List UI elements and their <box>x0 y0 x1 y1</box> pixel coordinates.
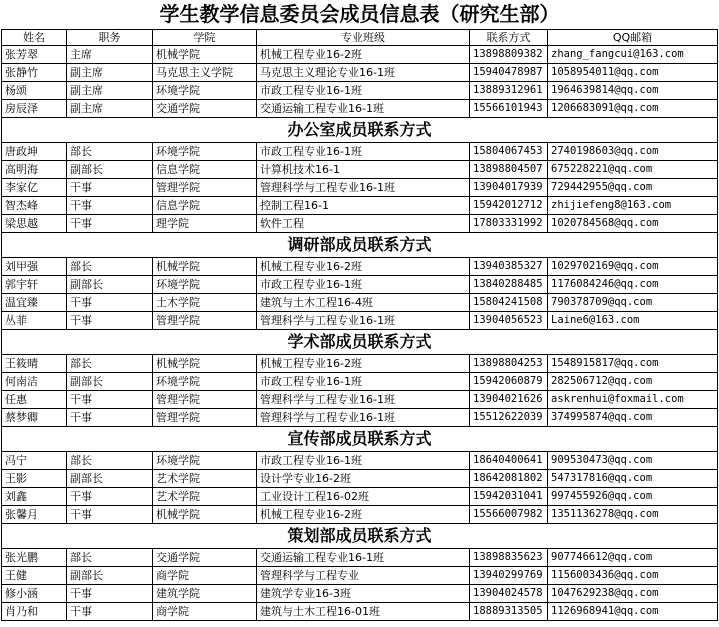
table-row <box>2 488 718 506</box>
name-cell[interactable]: 张静竹 <box>2 64 67 82</box>
name-cell[interactable]: 王健 <box>2 567 67 585</box>
position-cell[interactable]: 干事 <box>67 488 153 506</box>
major-class-cell[interactable]: 马克思主义理论专业16-1班 <box>257 64 470 82</box>
email-cell[interactable]: askrenhui@foxmail.com <box>548 391 718 409</box>
email-cell[interactable]: 907746612@qq.com <box>548 549 718 567</box>
college-cell[interactable]: 理学院 <box>153 215 257 233</box>
email-cell[interactable]: 1126968941@qq.com <box>548 603 718 621</box>
name-cell[interactable]: 刘鑫 <box>2 488 67 506</box>
college-cell[interactable]: 马克思主义学院 <box>153 64 257 82</box>
name-cell[interactable]: 刘甲强 <box>2 258 67 276</box>
college-cell[interactable]: 管理学院 <box>153 312 257 330</box>
phone-cell[interactable]: 13898809382 <box>470 46 548 64</box>
name-cell[interactable]: 唐政坤 <box>2 143 67 161</box>
table-row <box>2 215 718 233</box>
table-row <box>2 82 718 100</box>
member-table <box>1 0 718 621</box>
email-cell[interactable]: 1058954011@qq.com <box>548 64 718 82</box>
phone-cell[interactable]: 13904021626 <box>470 391 548 409</box>
major-class-cell[interactable]: 交通运输工程专业16-1班 <box>257 549 470 567</box>
phone-cell[interactable]: 13889312961 <box>470 82 548 100</box>
table-row <box>2 143 718 161</box>
header-phone[interactable]: 联系方式 <box>470 30 548 46</box>
college-cell[interactable]: 商学院 <box>153 603 257 621</box>
position-cell[interactable]: 干事 <box>67 391 153 409</box>
major-class-cell[interactable]: 软件工程 <box>257 215 470 233</box>
major-class-cell[interactable]: 建筑与土木工程16-01班 <box>257 603 470 621</box>
position-cell[interactable]: 干事 <box>67 215 153 233</box>
major-class-cell[interactable]: 建筑与土木工程16-4班 <box>257 294 470 312</box>
table-row <box>2 506 718 524</box>
college-cell[interactable]: 交通学院 <box>153 100 257 118</box>
college-cell[interactable]: 机械学院 <box>153 506 257 524</box>
position-cell[interactable]: 副主席 <box>67 82 153 100</box>
table-row <box>2 549 718 567</box>
position-cell[interactable]: 干事 <box>67 506 153 524</box>
college-cell[interactable]: 信息学院 <box>153 197 257 215</box>
table-row <box>2 100 718 118</box>
header-row <box>2 30 718 46</box>
major-class-cell[interactable]: 交通运输工程专业16-1班 <box>257 100 470 118</box>
phone-cell[interactable]: 15942060879 <box>470 373 548 391</box>
major-class-cell[interactable]: 建筑学专业16-3班 <box>257 585 470 603</box>
title-row <box>2 0 718 30</box>
college-cell[interactable]: 建筑学院 <box>153 585 257 603</box>
major-class-cell[interactable]: 市政工程专业16-1班 <box>257 373 470 391</box>
position-cell[interactable]: 部长 <box>67 355 153 373</box>
name-cell[interactable]: 丛菲 <box>2 312 67 330</box>
table-row <box>2 470 718 488</box>
college-cell[interactable]: 管理学院 <box>153 409 257 427</box>
email-cell[interactable]: 997455926@qq.com <box>548 488 718 506</box>
position-cell[interactable]: 主席 <box>67 46 153 64</box>
position-cell[interactable]: 部长 <box>67 143 153 161</box>
position-cell[interactable]: 干事 <box>67 603 153 621</box>
phone-cell[interactable]: 15566007982 <box>470 506 548 524</box>
header-position[interactable]: 职务 <box>67 30 153 46</box>
college-cell[interactable]: 管理学院 <box>153 391 257 409</box>
phone-cell[interactable]: 13898804253 <box>470 355 548 373</box>
name-cell[interactable]: 何南洁 <box>2 373 67 391</box>
major-class-cell[interactable]: 管理科学与工程专业 <box>257 567 470 585</box>
table-row <box>2 276 718 294</box>
name-cell[interactable]: 张馨月 <box>2 506 67 524</box>
table-row <box>2 452 718 470</box>
email-cell[interactable]: 729442955@qq.com <box>548 179 718 197</box>
college-cell[interactable]: 机械学院 <box>153 355 257 373</box>
phone-cell[interactable]: 18642081802 <box>470 470 548 488</box>
college-cell[interactable]: 环境学院 <box>153 276 257 294</box>
table-row <box>2 312 718 330</box>
section-heading-row <box>2 233 718 258</box>
major-class-cell[interactable]: 机械工程专业16-2班 <box>257 506 470 524</box>
phone-cell[interactable]: 17803331992 <box>470 215 548 233</box>
phone-cell[interactable]: 15804067453 <box>470 143 548 161</box>
college-cell[interactable]: 管理学院 <box>153 179 257 197</box>
college-cell[interactable]: 商学院 <box>153 567 257 585</box>
name-cell[interactable]: 李家亿 <box>2 179 67 197</box>
phone-cell[interactable]: 15942012712 <box>470 197 548 215</box>
table-row <box>2 373 718 391</box>
phone-cell[interactable]: 13940299769 <box>470 567 548 585</box>
position-cell[interactable]: 干事 <box>67 179 153 197</box>
position-cell[interactable]: 部长 <box>67 452 153 470</box>
college-cell[interactable]: 机械学院 <box>153 258 257 276</box>
name-cell[interactable]: 任惠 <box>2 391 67 409</box>
phone-cell[interactable]: 15566101943 <box>470 100 548 118</box>
table-row <box>2 567 718 585</box>
phone-cell[interactable]: 15942031041 <box>470 488 548 506</box>
email-cell[interactable]: 1020784568@qq.com <box>548 215 718 233</box>
name-cell[interactable]: 王筱晴 <box>2 355 67 373</box>
name-cell[interactable]: 杨颂 <box>2 82 67 100</box>
email-cell[interactable]: 1029702169@qq.com <box>548 258 718 276</box>
sheet-title[interactable]: 学生教学信息委员会成员信息表（研究生部） <box>2 0 718 30</box>
table-row <box>2 294 718 312</box>
position-cell[interactable]: 干事 <box>67 585 153 603</box>
major-class-cell[interactable]: 管理科学与工程专业16-1班 <box>257 409 470 427</box>
college-cell[interactable]: 艺术学院 <box>153 488 257 506</box>
position-cell[interactable]: 副部长 <box>67 276 153 294</box>
section-heading[interactable]: 学术部成员联系方式 <box>2 330 718 355</box>
position-cell[interactable]: 副部长 <box>67 373 153 391</box>
position-cell[interactable]: 部长 <box>67 258 153 276</box>
section-heading-row <box>2 118 718 143</box>
name-cell[interactable]: 王影 <box>2 470 67 488</box>
phone-cell[interactable]: 15804241508 <box>470 294 548 312</box>
position-cell[interactable]: 副部长 <box>67 567 153 585</box>
header-major-class[interactable]: 专业班级 <box>257 30 470 46</box>
header-college[interactable]: 学院 <box>153 30 257 46</box>
table-row <box>2 179 718 197</box>
email-cell[interactable]: 675228221@qq.com <box>548 161 718 179</box>
major-class-cell[interactable]: 机械工程专业16-2班 <box>257 258 470 276</box>
major-class-cell[interactable]: 管理科学与工程专业16-1班 <box>257 312 470 330</box>
email-cell[interactable]: 374995874@qq.com <box>548 409 718 427</box>
name-cell[interactable]: 高明海 <box>2 161 67 179</box>
phone-cell[interactable]: 13904024578 <box>470 585 548 603</box>
table-row <box>2 161 718 179</box>
position-cell[interactable]: 副部长 <box>67 161 153 179</box>
phone-cell[interactable]: 15940478987 <box>470 64 548 82</box>
table-row <box>2 409 718 427</box>
phone-cell[interactable]: 13840288485 <box>470 276 548 294</box>
major-class-cell[interactable]: 市政工程专业16-1班 <box>257 82 470 100</box>
email-cell[interactable]: 909530473@qq.com <box>548 452 718 470</box>
header-name[interactable]: 姓名 <box>2 30 67 46</box>
position-cell[interactable]: 干事 <box>67 312 153 330</box>
college-cell[interactable]: 环境学院 <box>153 373 257 391</box>
major-class-cell[interactable]: 设计学专业16-2班 <box>257 470 470 488</box>
email-cell[interactable]: 547317816@qq.com <box>548 470 718 488</box>
name-cell[interactable]: 梁思越 <box>2 215 67 233</box>
major-class-cell[interactable]: 市政工程专业16-1班 <box>257 452 470 470</box>
college-cell[interactable]: 交通学院 <box>153 549 257 567</box>
major-class-cell[interactable]: 机械工程专业16-2班 <box>257 355 470 373</box>
name-cell[interactable]: 张芳翠 <box>2 46 67 64</box>
name-cell[interactable]: 智杰峰 <box>2 197 67 215</box>
college-cell[interactable]: 信息学院 <box>153 161 257 179</box>
major-class-cell[interactable]: 机械工程专业16-2班 <box>257 46 470 64</box>
email-cell[interactable]: 1156003436@qq.com <box>548 567 718 585</box>
email-cell[interactable]: 1176084246@qq.com <box>548 276 718 294</box>
section-heading[interactable]: 办公室成员联系方式 <box>2 118 718 143</box>
major-class-cell[interactable]: 管理科学与工程专业16-1班 <box>257 179 470 197</box>
section-heading[interactable]: 策划部成员联系方式 <box>2 524 718 549</box>
email-cell[interactable]: 282506712@qq.com <box>548 373 718 391</box>
position-cell[interactable]: 干事 <box>67 197 153 215</box>
college-cell[interactable]: 环境学院 <box>153 452 257 470</box>
table-row <box>2 603 718 621</box>
email-cell[interactable]: 1047629238@qq.com <box>548 585 718 603</box>
major-class-cell[interactable]: 管理科学与工程专业16-1班 <box>257 391 470 409</box>
major-class-cell[interactable]: 工业设计工程16-02班 <box>257 488 470 506</box>
phone-cell[interactable]: 18640400641 <box>470 452 548 470</box>
name-cell[interactable]: 温宜臻 <box>2 294 67 312</box>
phone-cell[interactable]: 13898835623 <box>470 549 548 567</box>
position-cell[interactable]: 干事 <box>67 409 153 427</box>
table-row <box>2 197 718 215</box>
college-cell[interactable]: 环境学院 <box>153 82 257 100</box>
position-cell[interactable]: 干事 <box>67 294 153 312</box>
table-row <box>2 46 718 64</box>
major-class-cell[interactable]: 市政工程专业16-1班 <box>257 276 470 294</box>
email-cell[interactable]: 1964639814@qq.com <box>548 82 718 100</box>
position-cell[interactable]: 副主席 <box>67 100 153 118</box>
college-cell[interactable]: 土木学院 <box>153 294 257 312</box>
phone-cell[interactable]: 13898804507 <box>470 161 548 179</box>
table-row <box>2 585 718 603</box>
name-cell[interactable]: 冯宁 <box>2 452 67 470</box>
section-heading[interactable]: 调研部成员联系方式 <box>2 233 718 258</box>
major-class-cell[interactable]: 计算机技术16-1 <box>257 161 470 179</box>
phone-cell[interactable]: 13904017939 <box>470 179 548 197</box>
major-class-cell[interactable]: 市政工程专业16-1班 <box>257 143 470 161</box>
position-cell[interactable]: 副部长 <box>67 470 153 488</box>
table-row <box>2 258 718 276</box>
table-row <box>2 64 718 82</box>
email-cell[interactable]: 2740198603@qq.com <box>548 143 718 161</box>
college-cell[interactable]: 环境学院 <box>153 143 257 161</box>
college-cell[interactable]: 机械学院 <box>153 46 257 64</box>
section-heading-row <box>2 330 718 355</box>
section-heading-row <box>2 524 718 549</box>
phone-cell[interactable]: 13940385327 <box>470 258 548 276</box>
phone-cell[interactable]: 18889313505 <box>470 603 548 621</box>
name-cell[interactable]: 张光鹏 <box>2 549 67 567</box>
phone-cell[interactable]: 13904056523 <box>470 312 548 330</box>
phone-cell[interactable]: 15512622039 <box>470 409 548 427</box>
name-cell[interactable]: 房辰泽 <box>2 100 67 118</box>
email-cell[interactable]: 1548915817@qq.com <box>548 355 718 373</box>
name-cell[interactable]: 蔡梦卿 <box>2 409 67 427</box>
section-heading[interactable]: 宣传部成员联系方式 <box>2 427 718 452</box>
email-cell[interactable]: zhang_fangcui@163.com <box>548 46 718 64</box>
table-row <box>2 355 718 373</box>
position-cell[interactable]: 副主席 <box>67 64 153 82</box>
position-cell[interactable]: 部长 <box>67 549 153 567</box>
section-heading-row <box>2 427 718 452</box>
major-class-cell[interactable]: 控制工程16-1 <box>257 197 470 215</box>
name-cell[interactable]: 肖乃和 <box>2 603 67 621</box>
header-qq-email[interactable]: QQ邮箱 <box>548 30 718 46</box>
table-row <box>2 391 718 409</box>
college-cell[interactable]: 艺术学院 <box>153 470 257 488</box>
email-cell[interactable]: Laine6@163.com <box>548 312 718 330</box>
email-cell[interactable]: 790378709@qq.com <box>548 294 718 312</box>
email-cell[interactable]: 1351136278@qq.com <box>548 506 718 524</box>
name-cell[interactable]: 郭宇轩 <box>2 276 67 294</box>
email-cell[interactable]: 1206683091@qq.com <box>548 100 718 118</box>
email-cell[interactable]: zhijiefeng8@163.com <box>548 197 718 215</box>
name-cell[interactable]: 修小涵 <box>2 585 67 603</box>
